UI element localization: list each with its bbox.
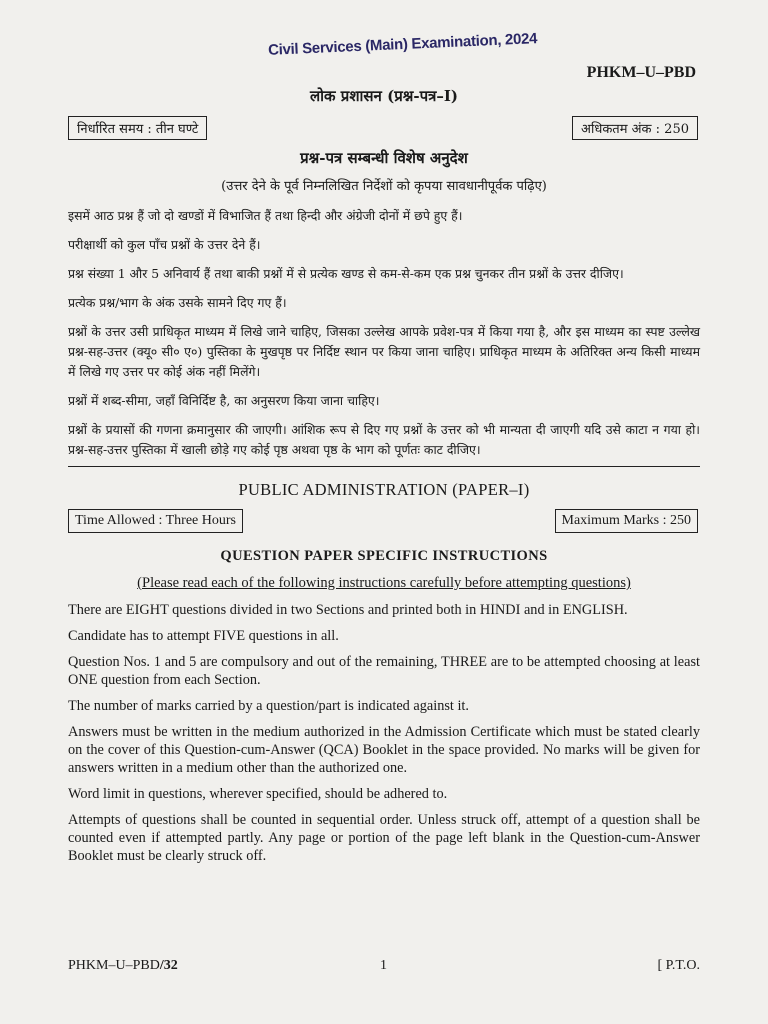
english-instruction: Question Nos. 1 and 5 are compulsory and out of the remaining, THREE are to be attempted choosing at least ONE question from each Section. [68,654,700,688]
hindi-paper-title: लोक प्रशासन (प्रश्न-पत्र–I) [310,87,458,105]
section-divider [68,466,700,467]
english-instruction: Candidate has to attempt FIVE questions in all. [68,628,339,644]
pto-label: [ P.T.O. [657,958,700,973]
english-instruction: Answers must be written in the medium authorized in the Admission Certificate which must be stated clearly on the cover of this Question-cum-Answer (QCA) Booklet in the space provided. No marks will be given for answers written in a medium other than the authorized one. [68,724,700,776]
hindi-time-box: निर्धारित समय : तीन घण्टे [68,116,207,140]
english-subheading-text: (Please read each of the following instructions carefully before attempting questions) [137,575,631,591]
hindi-instruction: परीक्षार्थी को कुल पाँच प्रश्नों के उत्तर देने हैं। [68,237,261,252]
english-instruction: There are EIGHT questions divided in two Sections and printed both in HINDI and in ENGLISH. [68,602,628,618]
english-time-box: Time Allowed : Three Hours [68,509,243,533]
hindi-instruction: प्रश्नों में शब्द-सीमा, जहाँ विनिर्दिष्ट है, का अनुसरण किया जाना चाहिए। [68,393,380,408]
hindi-instructions-heading: प्रश्न-पत्र सम्बन्धी विशेष अनुदेश [300,149,468,167]
exam-stamp: Civil Services (Main) Examination, 2024 [267,30,538,59]
english-instructions-heading: QUESTION PAPER SPECIFIC INSTRUCTIONS [220,548,548,564]
footer-code-suffix: /32 [159,958,178,973]
english-instruction: The number of marks carried by a question/part is indicated against it. [68,698,469,714]
hindi-marks-box: अधिकतम अंक : 250 [572,116,698,140]
english-instructions-body [68,601,700,873]
hindi-instruction: इसमें आठ प्रश्न हैं जो दो खण्डों में विभाजित हैं तथा हिन्दी और अंग्रेजी दोनों में छपे हुए हैं। [68,208,463,223]
english-instruction: Attempts of questions shall be counted in sequential order. Unless struck off, attempt of a question shall be counted even if attempted partly. Any page or portion of the page left blank in the Question-cum-Answer Booklet must be clearly struck off. [68,812,700,864]
hindi-instruction: प्रश्न संख्या 1 और 5 अनिवार्य हैं तथा बाकी प्रश्नों में से प्रत्येक खण्ड से कम-से-कम एक प्रश्न चुनकर तीन प्रश्नों के उत्तर दीजिए। [68,266,624,281]
footer-paper-code [68,958,178,974]
hindi-instruction: प्रश्नों के प्रयासों की गणना क्रमानुसार की जाएगी। आंशिक रूप से दिए गए प्रश्नों के उत्तर को भी मान्यता दी जाएगी यदि उसे काटा न गया हो। प्रश्न-सह-उत्तर पुस्तिका में खाली छोड़े गए कोई पृष्ठ अथवा पृष्ठ के भाग को पूर्णतः काट दीजिए। [68,422,700,457]
english-instructions-subheading [0,575,768,592]
english-instruction: Word limit in questions, wherever specified, should be adhered to. [68,786,448,802]
page-number: 1 [380,958,387,973]
english-marks-box: Maximum Marks : 250 [555,509,699,533]
english-paper-title: PUBLIC ADMINISTRATION (PAPER–I) [238,480,530,499]
hindi-instruction: प्रश्नों के उत्तर उसी प्राधिकृत माध्यम में लिखे जाने चाहिए, जिसका उल्लेख आपके प्रवेश-पत्र में किया गया है, और इस माध्यम का स्पष्ट उल्लेख प्रश्न-सह-उत्तर (क्यू० सी० ए०) पुस्तिका के मुखपृष्ठ पर निर्दिष्ट स्थान पर किया जाना चाहिए। प्राधिकृत माध्यम के अतिरिक्त अन्य किसी माध्यम में लिखे गए उत्तर पर कोई अंक नहीं मिलेंगे। [68,324,700,379]
hindi-instructions-subheading: (उत्तर देने के पूर्व निम्नलिखित निर्देशों को कृपया सावधानीपूर्वक पढ़िए) [221,179,547,194]
hindi-instructions-body [68,206,700,469]
hindi-instruction: प्रत्येक प्रश्न/भाग के अंक उसके सामने दिए गए हैं। [68,295,287,310]
paper-code: PHKM–U–PBD [586,64,696,81]
footer-code-text: PHKM–U–PBD [68,958,160,973]
